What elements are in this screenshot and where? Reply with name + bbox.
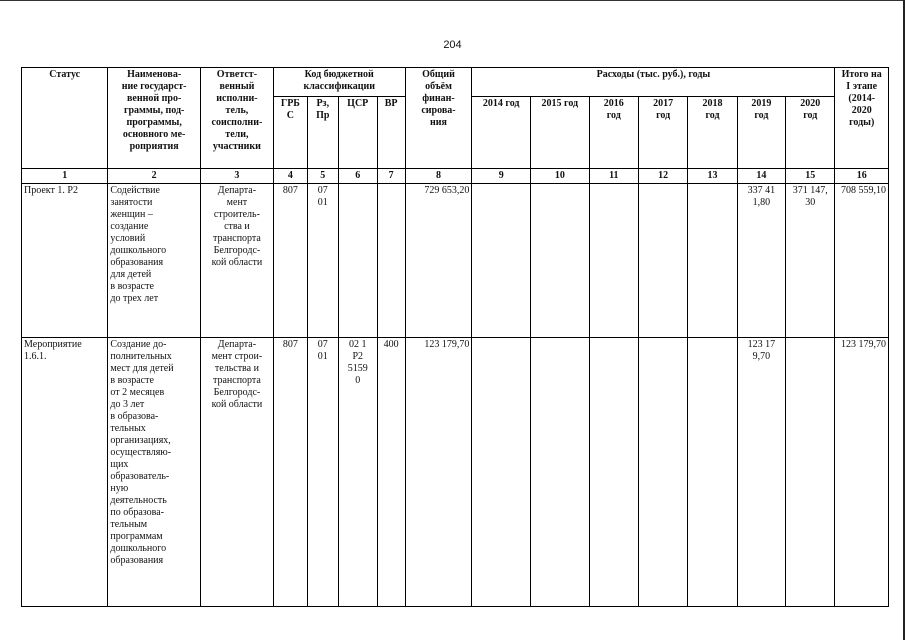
header-csr: ЦСР [338, 97, 377, 169]
header-responsible: Ответст- венный исполни- тель, соисполни- тели, участники [200, 68, 273, 169]
header-total-volume: Общий объём финан- сирова- ния [405, 68, 472, 169]
cell-status: Мероприятие 1.6.1. [22, 338, 108, 607]
header-expenses: Расходы (тыс. руб.), годы [472, 68, 835, 97]
header-year-2018: 2018 год [688, 97, 737, 169]
header-status: Статус [22, 68, 108, 169]
column-number: 3 [200, 169, 273, 184]
header-rzpr: Рз, Пр [307, 97, 338, 169]
header-grbs: ГРБ С [273, 97, 307, 169]
column-number: 4 [273, 169, 307, 184]
cell-2014 [472, 338, 531, 607]
cell-2016 [589, 338, 638, 607]
header-year-2016: 2016 год [589, 97, 638, 169]
column-number: 12 [638, 169, 687, 184]
table-row-activity [22, 338, 889, 607]
cell-2018 [688, 338, 737, 607]
cell-2017 [638, 338, 687, 607]
header-year-2014: 2014 год [472, 97, 531, 169]
cell-2020 [786, 338, 835, 607]
header-budget-code: Код бюджетной классификации [273, 68, 405, 97]
cell-name: Создание до- полнительных мест для детей в возрасте от 2 месяцев до 3 лет в образова- тельных организациях, осуществляю- щих образователь- ную деятельность по образова- тельным программам дошкольного образования [108, 338, 201, 607]
cell-2017 [638, 184, 687, 338]
column-number: 10 [531, 169, 590, 184]
cell-vr [377, 184, 405, 338]
column-number: 5 [307, 169, 338, 184]
cell-2020: 371 147, 30 [786, 184, 835, 338]
financing-table [21, 67, 889, 607]
header-row-1 [22, 68, 889, 97]
cell-grbs: 807 [273, 184, 307, 338]
cell-responsible: Департа- мент строи- тельства и транспорта Белгородс- кой области [200, 338, 273, 607]
header-vr: ВР [377, 97, 405, 169]
header-year-2015: 2015 год [531, 97, 590, 169]
header-stage-total: Итого на I этапе (2014- 2020 годы) [835, 68, 889, 169]
cell-total: 123 179,70 [405, 338, 472, 607]
column-number: 7 [377, 169, 405, 184]
cell-rzpr: 07 01 [307, 184, 338, 338]
column-number: 6 [338, 169, 377, 184]
cell-status: Проект 1. Р2 [22, 184, 108, 338]
page-number: 204 [443, 39, 462, 51]
cell-2015 [531, 184, 590, 338]
cell-2016 [589, 184, 638, 338]
header-name: Наименова- ние государст- венной про- граммы, под- программы, основного ме- роприятия [108, 68, 201, 169]
cell-responsible: Департа- мент строитель- ства и транспорта Белгородс- кой области [200, 184, 273, 338]
cell-grbs: 807 [273, 338, 307, 607]
column-number: 2 [108, 169, 201, 184]
cell-csr [338, 184, 377, 338]
table-row-project [22, 184, 889, 338]
header-year-2020: 2020 год [786, 97, 835, 169]
cell-vr: 400 [377, 338, 405, 607]
column-number: 15 [786, 169, 835, 184]
cell-2014 [472, 184, 531, 338]
column-number: 11 [589, 169, 638, 184]
cell-2019: 337 41 1,80 [737, 184, 785, 338]
column-number: 16 [835, 169, 889, 184]
column-number-row [22, 169, 889, 184]
column-number: 13 [688, 169, 737, 184]
column-number: 8 [405, 169, 472, 184]
cell-2015 [531, 338, 590, 607]
cell-2018 [688, 184, 737, 338]
cell-stage-total: 708 559,10 [835, 184, 889, 338]
column-number: 14 [737, 169, 785, 184]
column-number: 9 [472, 169, 531, 184]
cell-stage-total: 123 179,70 [835, 338, 889, 607]
header-year-2019: 2019 год [737, 97, 785, 169]
cell-rzpr: 07 01 [307, 338, 338, 607]
cell-total: 729 653,20 [405, 184, 472, 338]
cell-csr: 02 1 Р2 5159 0 [338, 338, 377, 607]
cell-name: Содействие занятости женщин – создание условий дошкольного образования для детей в возрасте до трех лет [108, 184, 201, 338]
header-year-2017: 2017 год [638, 97, 687, 169]
top-border-line [0, 0, 905, 1]
cell-2019: 123 17 9,70 [737, 338, 785, 607]
column-number: 1 [22, 169, 108, 184]
